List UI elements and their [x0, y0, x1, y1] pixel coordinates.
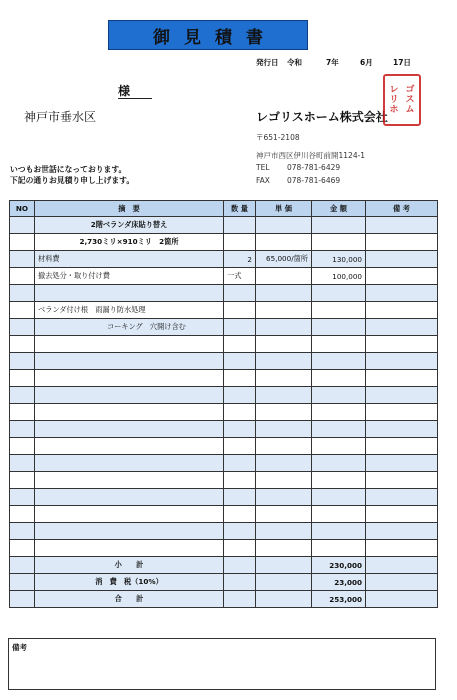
cell-no — [10, 523, 35, 540]
cell-amount — [312, 523, 366, 540]
cell-quantity — [224, 217, 256, 234]
cell-note — [366, 574, 438, 591]
cell-amount — [312, 234, 366, 251]
cell-note — [366, 217, 438, 234]
cell-amount — [312, 285, 366, 302]
cell-note — [366, 370, 438, 387]
cell-unit-price — [256, 506, 312, 523]
cell-description: 材料費 — [35, 251, 224, 268]
cell-note — [366, 523, 438, 540]
header-unit-price: 単 価 — [256, 201, 312, 217]
cell-quantity — [224, 557, 256, 574]
document-title: 御見積書 — [108, 20, 308, 50]
cell-no — [10, 404, 35, 421]
cell-quantity — [224, 234, 256, 251]
cell-quantity — [224, 421, 256, 438]
cell-amount — [312, 302, 366, 319]
cell-amount — [312, 540, 366, 557]
cell-no — [10, 489, 35, 506]
cell-description — [35, 336, 224, 353]
cell-note — [366, 455, 438, 472]
cell-unit-price — [256, 387, 312, 404]
cell-amount — [312, 387, 366, 404]
cell-note — [366, 489, 438, 506]
total-amount: 23,000 — [312, 574, 366, 591]
cell-quantity — [224, 387, 256, 404]
cell-note — [366, 268, 438, 285]
cell-description: 2階ベランダ床貼り替え — [35, 217, 224, 234]
cell-no — [10, 421, 35, 438]
header-no: NO — [10, 201, 35, 217]
client-name-line — [118, 98, 152, 99]
issue-date-label: 発行日 — [256, 58, 279, 67]
cell-amount — [312, 506, 366, 523]
cell-quantity — [224, 404, 256, 421]
greeting-line-2: 下記の通りお見積り申し上げます。 — [10, 176, 135, 185]
cell-note — [366, 421, 438, 438]
cell-quantity — [224, 523, 256, 540]
cell-description: ベランダ付け根 雨漏り防水処理 — [35, 302, 224, 319]
cell-unit-price — [256, 574, 312, 591]
cell-description: コーキング 穴開け含む — [35, 319, 224, 336]
table-row — [10, 489, 438, 506]
table-row — [10, 421, 438, 438]
company-fax-label: FAX — [256, 176, 270, 185]
cell-no — [10, 540, 35, 557]
cell-amount: 100,000 — [312, 268, 366, 285]
cell-amount — [312, 353, 366, 370]
cell-no — [10, 370, 35, 387]
table-row — [10, 472, 438, 489]
cell-quantity: 一式 — [224, 268, 256, 285]
company-tel: 078-781-6429 — [287, 163, 341, 172]
table-row — [10, 404, 438, 421]
cell-description — [35, 489, 224, 506]
cell-quantity — [224, 438, 256, 455]
cell-note — [366, 540, 438, 557]
cell-amount — [312, 455, 366, 472]
cell-description — [35, 404, 224, 421]
cell-note — [366, 557, 438, 574]
cell-no — [10, 472, 35, 489]
total-row — [10, 574, 438, 591]
cell-unit-price — [256, 336, 312, 353]
cell-note — [366, 251, 438, 268]
cell-quantity — [224, 336, 256, 353]
cell-amount — [312, 370, 366, 387]
table-row — [10, 353, 438, 370]
cell-no — [10, 285, 35, 302]
cell-amount — [312, 404, 366, 421]
cell-quantity — [224, 489, 256, 506]
table-row — [10, 438, 438, 455]
table-row — [10, 523, 438, 540]
issue-year: 7年 — [326, 58, 339, 67]
cell-description — [35, 523, 224, 540]
cell-quantity — [224, 574, 256, 591]
cell-unit-price — [256, 472, 312, 489]
table-row — [10, 336, 438, 353]
cell-amount — [312, 489, 366, 506]
company-fax: 078-781-6469 — [287, 176, 341, 185]
cell-note — [366, 336, 438, 353]
cell-unit-price — [256, 540, 312, 557]
table-row — [10, 234, 438, 251]
cell-no — [10, 574, 35, 591]
company-address: 神戸市西区伊川谷町前開1124-1 — [256, 151, 366, 160]
cell-quantity — [224, 455, 256, 472]
cell-amount — [312, 421, 366, 438]
cell-note — [366, 319, 438, 336]
cell-unit-price — [256, 319, 312, 336]
issue-day: 17日 — [393, 58, 411, 67]
table-row — [10, 319, 438, 336]
cell-no — [10, 387, 35, 404]
total-label: 合 計 — [35, 591, 224, 608]
cell-unit-price — [256, 217, 312, 234]
cell-note — [366, 591, 438, 608]
total-row — [10, 557, 438, 574]
cell-quantity — [224, 319, 256, 336]
cell-description — [35, 506, 224, 523]
cell-note — [366, 234, 438, 251]
cell-note — [366, 302, 438, 319]
company-postal: 〒651-2108 — [256, 133, 300, 142]
cell-quantity — [224, 285, 256, 302]
cell-amount — [312, 319, 366, 336]
client-address: 神戸市垂水区 — [24, 110, 97, 124]
cell-no — [10, 251, 35, 268]
table-row — [10, 387, 438, 404]
cell-note — [366, 285, 438, 302]
issue-month: 6月 — [360, 58, 373, 67]
cell-no — [10, 506, 35, 523]
cell-quantity — [224, 302, 256, 319]
remarks-box — [8, 638, 436, 690]
greeting-line-1: いつもお世話になっております。 — [10, 165, 127, 174]
table-row — [10, 370, 438, 387]
cell-unit-price — [256, 421, 312, 438]
cell-unit-price — [256, 285, 312, 302]
cell-no — [10, 234, 35, 251]
cell-description — [35, 455, 224, 472]
cell-unit-price — [256, 302, 312, 319]
cell-no — [10, 336, 35, 353]
cell-quantity — [224, 540, 256, 557]
issue-era: 令和 — [287, 58, 302, 67]
cell-no — [10, 591, 35, 608]
cell-no — [10, 557, 35, 574]
total-amount: 230,000 — [312, 557, 366, 574]
header-note: 備 考 — [366, 201, 438, 217]
cell-quantity — [224, 472, 256, 489]
cell-note — [366, 387, 438, 404]
cell-unit-price — [256, 353, 312, 370]
cell-note — [366, 353, 438, 370]
cell-amount — [312, 217, 366, 234]
cell-unit-price — [256, 523, 312, 540]
table-row — [10, 506, 438, 523]
cell-description: 2,730ミリ×910ミリ 2箇所 — [35, 234, 224, 251]
table-row — [10, 268, 438, 285]
cell-quantity — [224, 353, 256, 370]
estimate-table — [9, 200, 438, 608]
cell-quantity — [224, 370, 256, 387]
total-row — [10, 591, 438, 608]
header-quantity: 数 量 — [224, 201, 256, 217]
cell-description — [35, 353, 224, 370]
cell-description — [35, 438, 224, 455]
cell-no — [10, 302, 35, 319]
table-row — [10, 251, 438, 268]
cell-description: 撤去処分・取り付け費 — [35, 268, 224, 285]
cell-unit-price — [256, 591, 312, 608]
header-amount: 金 額 — [312, 201, 366, 217]
cell-unit-price: 65,000/箇所 — [256, 251, 312, 268]
cell-no — [10, 455, 35, 472]
cell-no — [10, 217, 35, 234]
cell-description — [35, 421, 224, 438]
table-header-row — [10, 201, 438, 217]
cell-note — [366, 472, 438, 489]
total-label: 小 計 — [35, 557, 224, 574]
cell-unit-price — [256, 234, 312, 251]
company-seal-stamp: レ ゴ リ ス ホ ム — [383, 74, 421, 126]
client-honorific: 様 — [118, 84, 131, 98]
cell-unit-price — [256, 455, 312, 472]
table-row — [10, 455, 438, 472]
cell-note — [366, 438, 438, 455]
cell-quantity: 2 — [224, 251, 256, 268]
cell-note — [366, 404, 438, 421]
cell-note — [366, 506, 438, 523]
cell-no — [10, 353, 35, 370]
cell-unit-price — [256, 404, 312, 421]
total-label: 消 費 税（10%） — [35, 574, 224, 591]
table-row — [10, 217, 438, 234]
cell-unit-price — [256, 438, 312, 455]
cell-amount: 130,000 — [312, 251, 366, 268]
total-amount: 253,000 — [312, 591, 366, 608]
table-row — [10, 302, 438, 319]
cell-amount — [312, 336, 366, 353]
cell-unit-price — [256, 370, 312, 387]
cell-description — [35, 540, 224, 557]
cell-description — [35, 472, 224, 489]
cell-description — [35, 387, 224, 404]
cell-unit-price — [256, 268, 312, 285]
cell-description — [35, 285, 224, 302]
header-description: 摘 要 — [35, 201, 224, 217]
table-row — [10, 540, 438, 557]
cell-amount — [312, 472, 366, 489]
table-row — [10, 285, 438, 302]
cell-no — [10, 319, 35, 336]
cell-quantity — [224, 506, 256, 523]
company-name: レゴリスホーム株式会社 — [256, 110, 388, 124]
cell-quantity — [224, 591, 256, 608]
remarks-label: 備考 — [12, 643, 27, 652]
cell-unit-price — [256, 557, 312, 574]
cell-no — [10, 268, 35, 285]
cell-no — [10, 438, 35, 455]
company-tel-label: TEL — [256, 163, 270, 172]
cell-unit-price — [256, 489, 312, 506]
cell-description — [35, 370, 224, 387]
cell-amount — [312, 438, 366, 455]
